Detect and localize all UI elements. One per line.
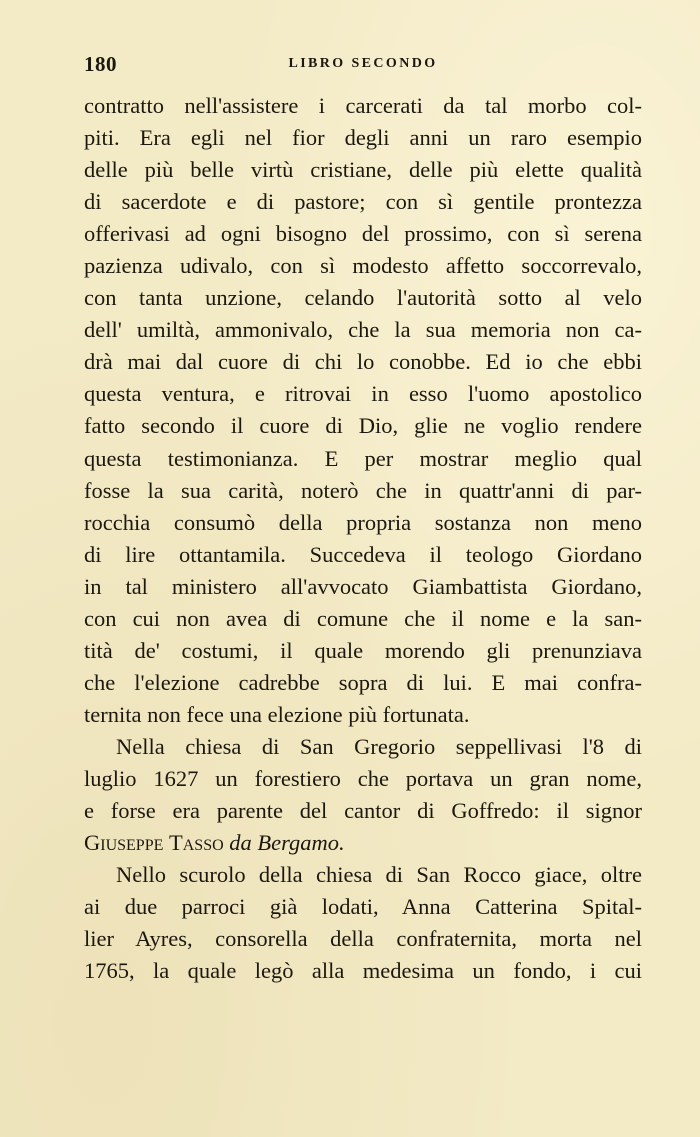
text-line: ai due parroci già lodati, Anna Catterina Spital- [84,894,642,920]
body-text [84,90,642,987]
text-line: di lire ottantamila. Succedeva il teologo Giordano [84,541,642,567]
text-line: ternita non fece una elezione più fortunata. [84,701,470,727]
text-line: Nello scurolo della chiesa di San Rocco giace, oltre [116,862,642,888]
person-first-name: Giuseppe [84,830,164,856]
name-line [84,827,642,859]
text-line: offerivasi ad ogni bisogno del prossimo, con sì serena [84,221,642,247]
text-line: lier Ayres, consorella della confraternita, morta nel [84,926,642,952]
text-line: fatto secondo il cuore di Dio, glie ne voglio rendere [84,413,642,439]
text-line: con cui non avea di comune che il nome e la san- [84,605,642,631]
running-title: LIBRO SECONDO [288,56,438,71]
text-line: tità de' costumi, il quale morendo gli prenunziava [84,637,642,663]
page-number: 180 [84,52,117,76]
text-line: rocchia consumò della propria sostanza non meno [84,509,642,535]
person-last-name: Tasso [169,830,224,856]
text-line: fosse la sua carità, noterò che in quattr'anni di par- [84,477,642,503]
text-line: Nella chiesa di San Gregorio seppellivasi l'8 di [116,733,642,759]
text-line: in tal ministero all'avvocato Giambattista Giordano, [84,573,642,599]
text-line: questa ventura, e ritrovai in esso l'uomo apostolico [84,381,642,407]
text-line: pazienza udivalo, con sì modesto affetto soccorrevalo, [84,253,642,279]
person-origin: da Bergamo. [229,830,345,856]
text-line: che l'elezione cadrebbe sopra di lui. E mai confra- [84,669,642,695]
text-line: delle più belle virtù cristiane, delle più elette qualità [84,157,642,183]
text-line: piti. Era egli nel fior degli anni un raro esempio [84,125,642,151]
text-line: luglio 1627 un forestiero che portava un gran nome, [84,765,642,791]
text-line: drà mai dal cuore di chi lo conobbe. Ed io che ebbi [84,349,642,375]
text-line: dell' umiltà, ammonivalo, che la sua memoria non ca- [84,317,642,343]
text-line: 1765, la quale legò alla medesima un fondo, i cui [84,958,642,984]
running-head [84,52,642,82]
text-line: e forse era parente del cantor di Goffredo: il signor [84,798,642,824]
text-line: questa testimonianza. E per mostrar meglio qual [84,445,642,471]
text-line: di sacerdote e di pastore; con sì gentile prontezza [84,189,642,215]
text-line: con tanta unzione, celando l'autorità sotto al velo [84,285,642,311]
text-line: contratto nell'assistere i carcerati da tal morbo col- [84,93,642,118]
